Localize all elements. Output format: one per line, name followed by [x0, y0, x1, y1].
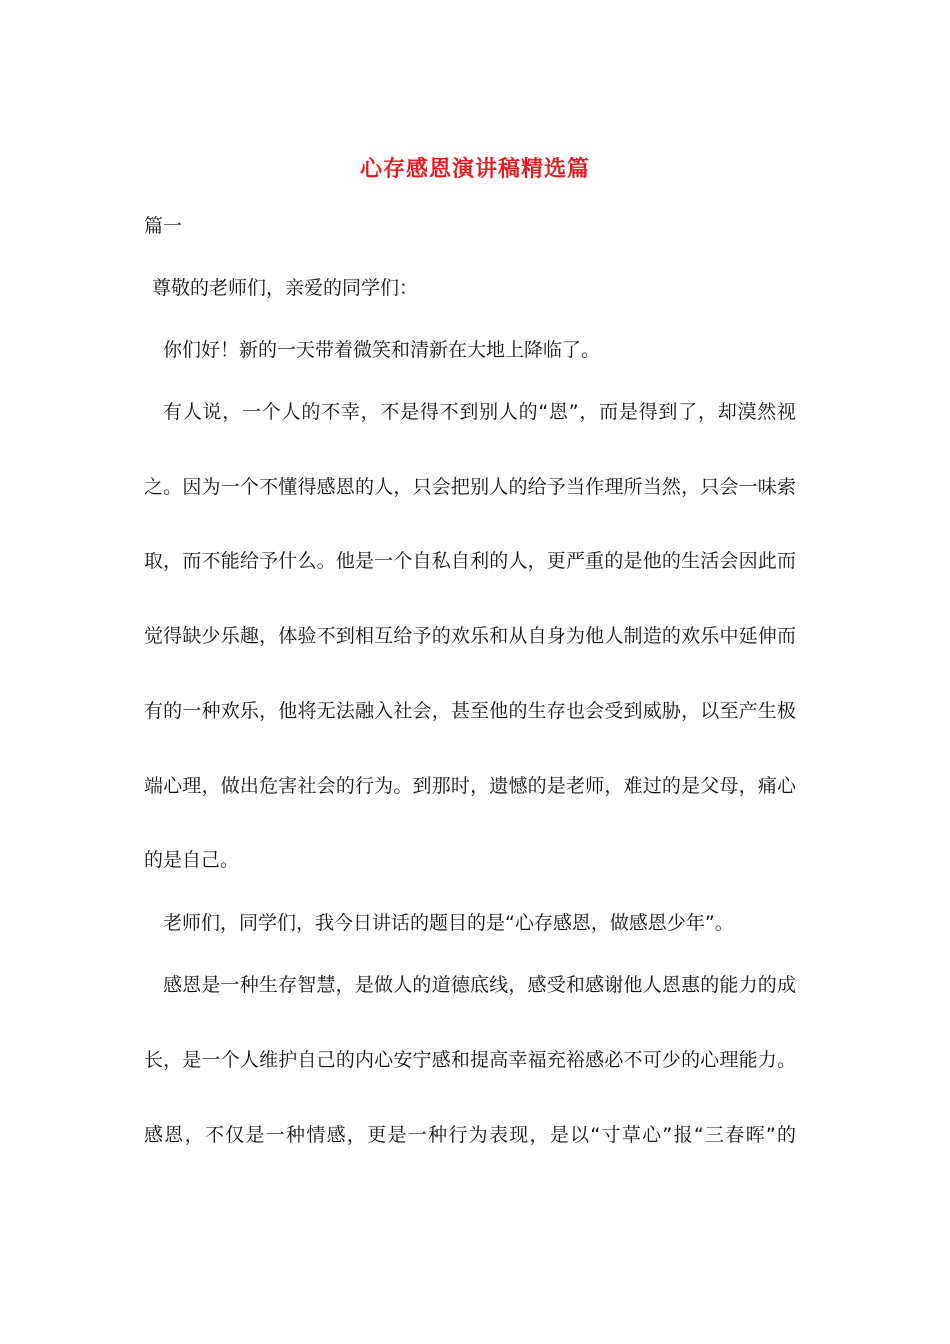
section-heading: 篇一 [144, 215, 183, 237]
paragraph-line: 的是自己。 [144, 849, 240, 871]
paragraph-line: 长，是一个人维护自己的内心安宁感和提高幸福充裕感必不可少的心理能力。 [144, 1049, 796, 1071]
paragraph-line: 感恩，不仅是一种情感，更是一种行为表现，是以“寸草心”报“三春晖”的 [144, 1124, 796, 1146]
paragraph-line: 觉得缺少乐趣，体验不到相互给予的欢乐和从自身为他人制造的欢乐中延伸而 [144, 625, 796, 647]
greeting-line: 尊敬的老师们，亲爱的同学们： [152, 277, 419, 299]
paragraph-line: 有的一种欢乐，他将无法融入社会，甚至他的生存也会受到威胁，以至产生极 [144, 700, 796, 722]
paragraph-line: 端心理，做出危害社会的行为。到那时，遗憾的是老师，难过的是父母，痛心 [144, 775, 796, 797]
paragraph-line: 之。因为一个不懂得感恩的人，只会把别人的给予当作理所当然，只会一味索 [144, 476, 796, 498]
document-title: 心存感恩演讲稿精选篇 [359, 156, 590, 182]
paragraph-line: 有人说，一个人的不幸，不是得不到别人的“恩”，而是得到了，却漠然视 [163, 401, 796, 423]
paragraph-line: 感恩是一种生存智慧，是做人的道德底线，感受和感谢他人恩惠的能力的成 [163, 974, 796, 996]
paragraph-line: 取，而不能给予什么。他是一个自私自利的人，更严重的是他的生活会因此而 [144, 550, 796, 572]
paragraph-line: 老师们，同学们，我今日讲话的题目的是“心存感恩，做感恩少年”。 [163, 912, 734, 934]
paragraph-line: 你们好！新的一天带着微笑和清新在大地上降临了。 [163, 339, 601, 361]
